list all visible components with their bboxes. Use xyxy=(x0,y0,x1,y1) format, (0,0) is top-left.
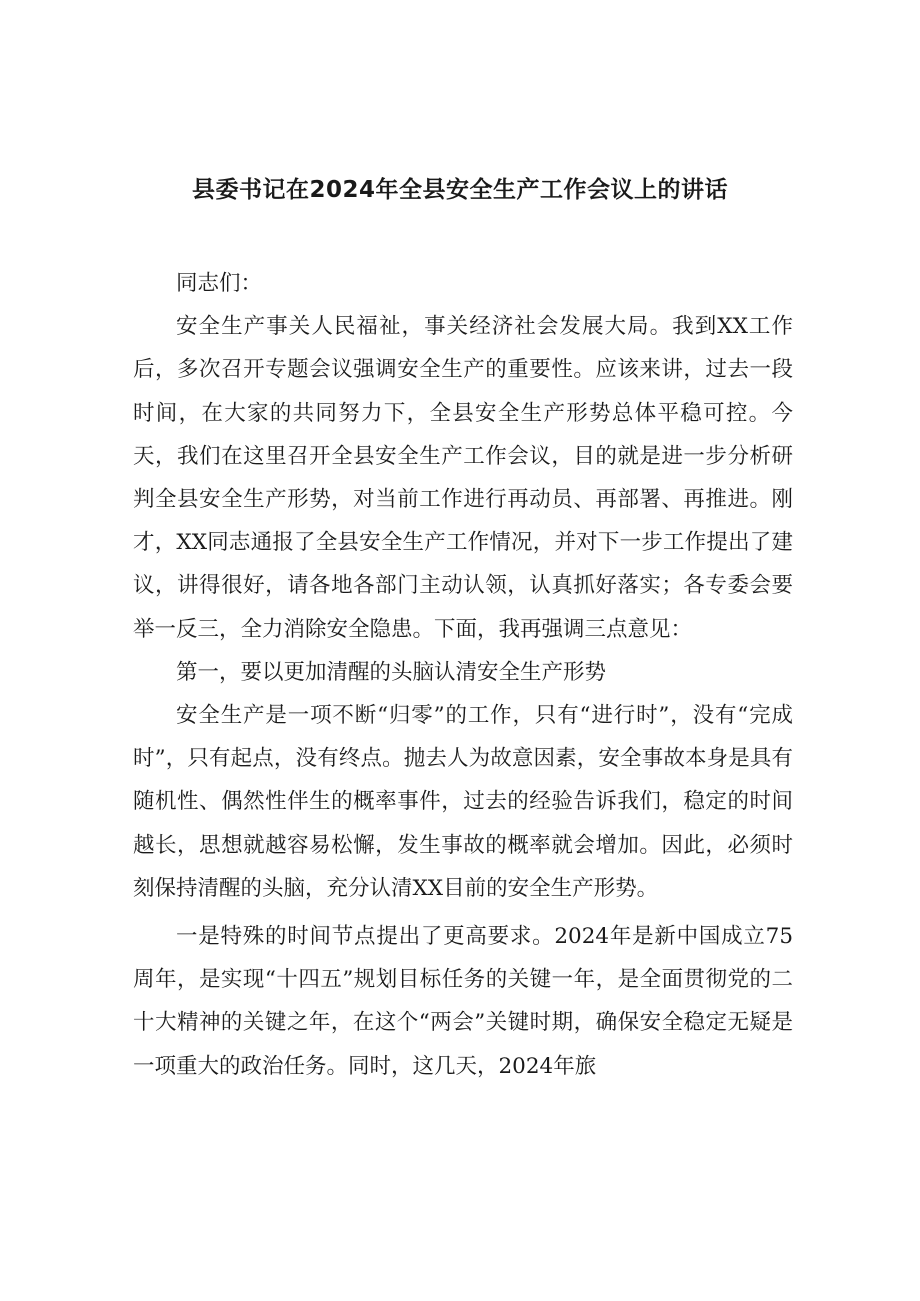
paragraph-situation: 安全生产是一项不断“归零”的工作，只有“进行时”，没有“完成时”，只有起点，没有终点。抛去人为故意因素，安全事故本身是具有随机性、偶然性伴生的概率事件，过去的经验告诉我们，稳定的时间越长，思想就越容易松懈，发生事故的概率就会增加。因此，必须时刻保持清醒的头脑，充分认清XX目前的安全生产形势。 xyxy=(133,703,793,901)
paragraph-point-one: 一是特殊的时间节点提出了更高要求。2024年是新中国成立75周年，是实现“十四五”规划目标任务的关键一年，是全面贯彻党的二十大精神的关键之年，在这个“两会”关键时期，确保安全稳定无疑是一项重大的政治任务。同时，这几天，2024年旅 xyxy=(133,924,793,1079)
document-body xyxy=(133,262,793,1088)
paragraph-intro: 安全生产事关人民福祉，事关经济社会发展大局。我到XX工作后，多次召开专题会议强调安全生产的重要性。应该来讲，过去一段时间，在大家的共同努力下，全县安全生产形势总体平稳可控。今天，我们在这里召开全县安全生产工作会议，目的就是进一步分析研判全县安全生产形势，对当前工作进行再动员、再部署、再推进。刚才，XX同志通报了全县安全生产工作情况，并对下一步工作提出了建议，讲得很好，请各地各部门主动认领，认真抓好落实；各专委会要举一反三，全力消除安全隐患。下面，我再强调三点意见： xyxy=(133,314,793,642)
document-title: 县委书记在2024年全县安全生产工作会议上的讲话 xyxy=(191,177,728,203)
section-heading-first: 第一，要以更加清醒的头脑认清安全生产形势 xyxy=(176,659,607,685)
salutation: 同志们： xyxy=(176,271,263,296)
